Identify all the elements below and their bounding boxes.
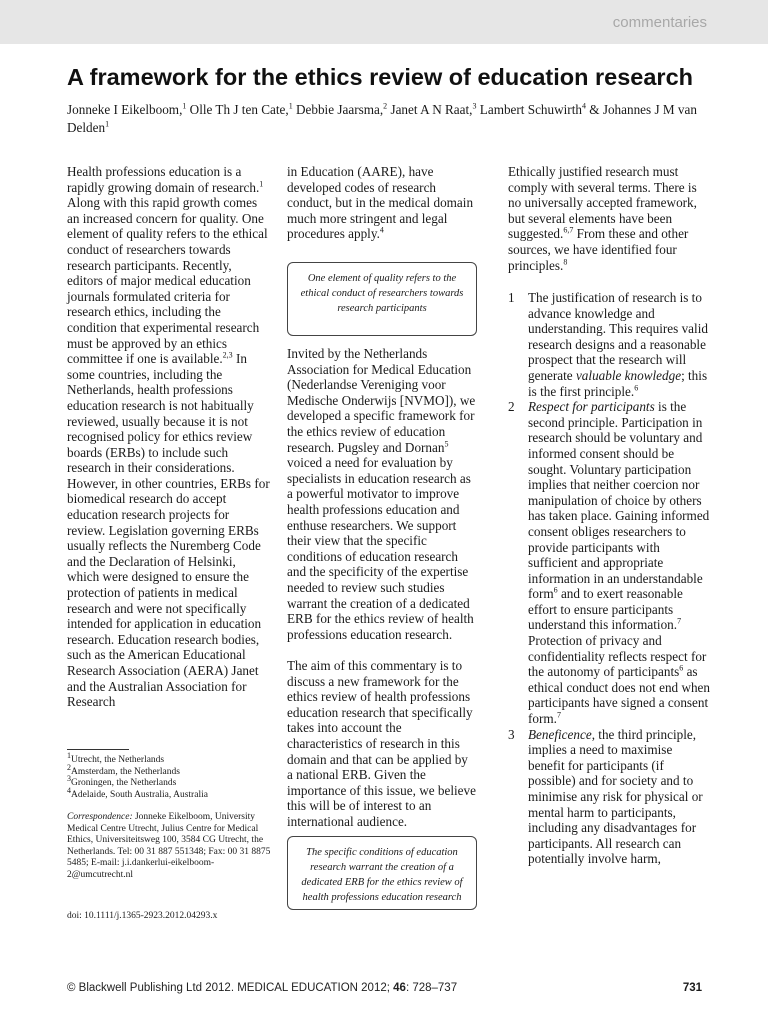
author-affiliation-mark: 1 — [105, 119, 110, 129]
citation-mark: 7 — [677, 617, 682, 627]
author-affiliation-mark: 1 — [288, 101, 293, 111]
column-2-continued — [287, 346, 477, 642]
article-title: A framework for the ethics review of education research — [67, 64, 693, 90]
body-paragraph — [287, 164, 477, 242]
author-name: Jonneke I Eikelboom, — [67, 102, 183, 117]
principle-number: 2 — [508, 399, 515, 415]
affiliation-mark: 4 — [67, 785, 71, 795]
principle-text: Protection of privacy and confidentiality reflects respect for the autonomy of participants — [528, 633, 707, 680]
principle-emphasis: Beneficence — [528, 726, 592, 742]
pull-quote: The specific conditions of education research warrant the creation of a dedicated ERB for the ethics review of health professions education research — [287, 836, 477, 910]
column-2-aim — [287, 658, 477, 830]
author-name: Janet A N Raat, — [387, 102, 473, 117]
author-name: Olle Th J ten Cate, — [186, 102, 289, 117]
footnote-divider — [67, 749, 129, 750]
author-affiliation-mark: 2 — [383, 101, 388, 111]
affiliation-mark: 2 — [67, 762, 71, 772]
affiliation-item — [67, 762, 272, 779]
affiliation-item — [67, 750, 272, 767]
body-text: Ethically justified research must comply with several terms. There is no universally accepted framework, but several elements have been suggested. — [508, 164, 697, 242]
principle-text: , the third principle, implies a need to maximise benefit for participants (if possible) and for society and to minimise any risk for physical or mental harm to participants, including any disadvantages for participants. All research can potentially involve harm, — [528, 726, 703, 867]
citation-mark: 7 — [556, 710, 561, 720]
body-text: In some countries, including the Netherlands, health professions education research is not habitually reviewed, usually because it is not recognised policy for ethics review boards (ERBs) to include such research in their considerations. However, in other countries, ERBs for biomedical research do accept education research projects for review. Legislation governing ERBs usually reflects the Nuremberg Code and the Declaration of Helsinki, which were designed to ensure the protection of patients in medical research and were not specifically intended for application in education research. Education research bodies, such as the American Educational Research Association (AERA) Janet and the Australian Association for Research — [67, 351, 270, 710]
column-1 — [67, 164, 270, 710]
citation-mark: 2,3 — [222, 350, 233, 360]
principle-emphasis: valuable knowledge — [575, 367, 682, 383]
body-text: Along with this rapid growth comes an increased concern for quality. One element of quality refers to the ethical conduct of researchers towards research participants. Recently, editors of major medical education journals formulated criteria for research ethics, including the condition that experimental research must be approved by an ethics committee if one is available. — [67, 195, 268, 367]
citation-mark: 6 — [679, 663, 684, 673]
affiliation-text: Groningen, the Netherlands — [71, 778, 177, 789]
principles-list — [508, 290, 710, 867]
column-2 — [287, 164, 477, 242]
body-text: Health professions education is a rapidly growing domain of research. — [67, 164, 260, 195]
header-bar — [0, 0, 768, 44]
affiliation-text: Amsterdam, the Netherlands — [71, 766, 180, 777]
footer-copyright: © Blackwell Publishing Ltd 2012. MEDICAL EDUCATION 2012; — [67, 982, 394, 994]
principle-item — [508, 290, 710, 399]
affiliation-mark: 3 — [67, 774, 71, 784]
body-paragraph: The aim of this commentary is to discuss a new framework for the ethics review of health professions education research that specifically takes into account the characteristics of research in this domain and that can be applied by a national ERB. Given the importance of this issue, we believe this will be of interest to an international audience. — [287, 658, 476, 829]
footer-citation — [67, 982, 457, 994]
affiliations — [67, 750, 272, 801]
affiliation-text: Adelaide, South Australia, Australia — [71, 789, 208, 800]
citation-mark: 6 — [634, 383, 639, 393]
principle-number: 3 — [508, 726, 515, 742]
column-3 — [508, 164, 708, 273]
author-affiliation-mark: 1 — [182, 101, 187, 111]
body-text: From these and other sources, we have identified four principles. — [508, 226, 689, 273]
citation-mark: 5 — [444, 439, 449, 449]
doi: doi: 10.1111/j.1365-2923.2012.04293.x — [67, 911, 218, 921]
pull-quote: One element of quality refers to the ethical conduct of researchers towards research participants — [287, 262, 477, 336]
principle-text: and to exert reasonable effort to ensure participants understand this information. — [528, 586, 683, 633]
footer-pages: : 728–737 — [405, 982, 458, 994]
body-text: in Education (AARE), have developed codes of research conduct, but in the medical domain much more stringent and legal procedures apply. — [287, 164, 474, 242]
citation-mark: 4 — [379, 225, 384, 235]
principle-text: as ethical conduct does not end when participants have signed a consent form. — [528, 664, 711, 727]
body-paragraph — [287, 346, 477, 642]
body-paragraph — [67, 164, 270, 710]
author-name: Lambert Schuwirth — [476, 102, 582, 117]
affiliation-item — [67, 785, 272, 802]
citation-mark: 1 — [259, 179, 264, 189]
correspondence-label: Correspondence: — [67, 812, 133, 822]
author-affiliation-mark: 4 — [581, 101, 586, 111]
affiliation-text: Utrecht, the Netherlands — [71, 755, 165, 765]
principle-text: The justification of research is to advance knowledge and understanding. This requires valid research designs and a reasonable prospect that the research will generate — [528, 290, 708, 383]
page-number: 731 — [682, 982, 702, 994]
author-affiliation-mark: 3 — [472, 101, 477, 111]
correspondence-text: Jonneke Eikelboom, University Medical Centre Utrecht, Julius Centre for Medical Ethics, Universiteitsweg 100, 3584 CG Utrecht, the Netherlands. Tel: 00 31 887 551348; Fax: 00 31 8875 5485; E-mail: j.i.dankerlui-eikelboom-2@umcutrecht.nl — [67, 812, 271, 880]
footer-volume: 46 — [393, 982, 406, 994]
affiliation-item — [67, 774, 272, 790]
principle-emphasis: Respect for participants — [528, 399, 655, 415]
author-name: & Johannes J M van Delden — [67, 102, 697, 135]
body-paragraph — [508, 164, 708, 273]
affiliation-mark: 1 — [67, 750, 71, 760]
citation-mark: 6,7 — [563, 225, 574, 235]
principle-text: is the second principle. Participation in research should be voluntary and informed consent should be sought. Voluntary participation implies that neither coercion nor manipulation of choice by others has taken place. Gaining informed consent obliges researchers to provide participants with sufficient and appropriate information in an understandable form — [528, 399, 710, 602]
author-list — [67, 101, 717, 137]
author-name: Debbie Jaarsma, — [292, 102, 384, 117]
section-label: commentaries — [612, 14, 707, 31]
citation-mark: 6 — [553, 585, 558, 595]
citation-mark: 8 — [563, 257, 568, 267]
body-text: voiced a need for evaluation by specialists in education research as a powerful motivator to improve health professions education and enthuse researchers. We support their view that the specific conditions of education research and the specificity of the expertise needed to review such studies warrant the creation of a dedicated ERB for the ethics review of health professions education research. — [287, 455, 474, 642]
principle-text: ; this is the first principle. — [528, 367, 708, 399]
principle-item — [508, 727, 710, 867]
correspondence — [67, 812, 272, 882]
principle-item — [508, 399, 710, 726]
body-text: Invited by the Netherlands Association for Medical Education (Nederlandse Vereniging voor Medische Onderwijs [NVMO]), we developed a specific framework for the ethics review of education research. Pugsley and Dornan — [287, 346, 476, 455]
principle-number: 1 — [508, 290, 515, 305]
